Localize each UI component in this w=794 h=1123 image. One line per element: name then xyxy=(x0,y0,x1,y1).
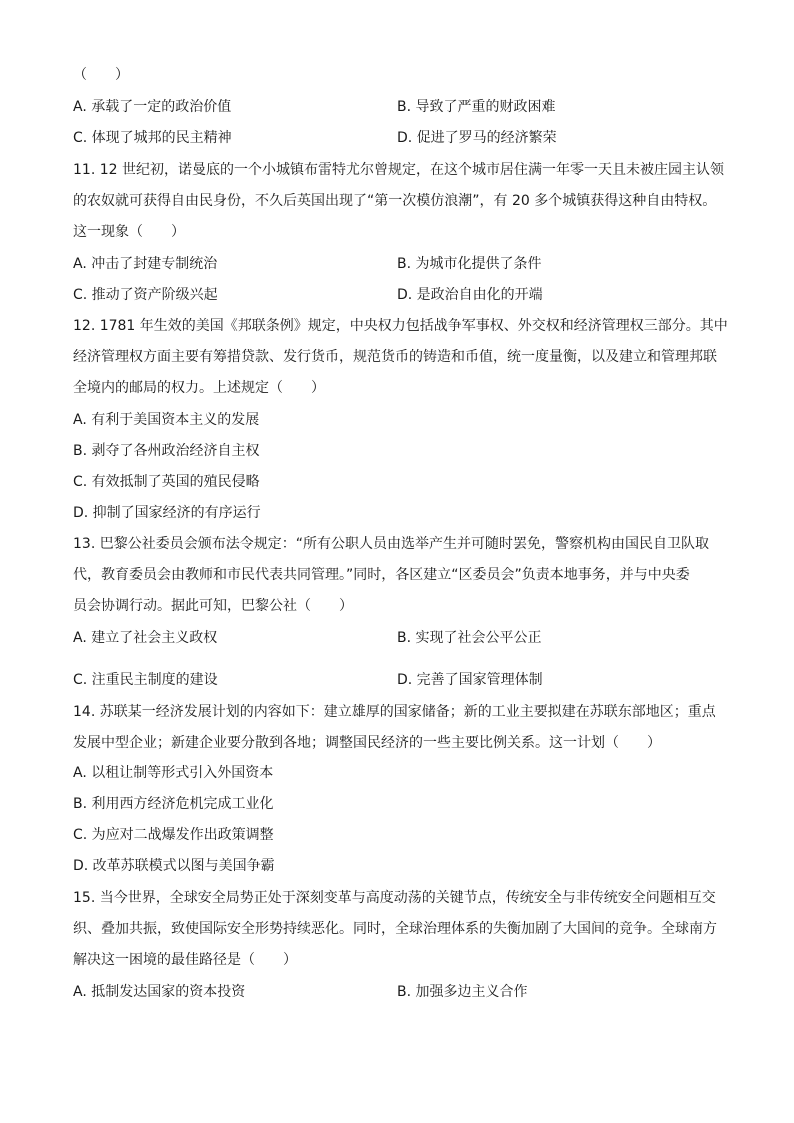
q10-option-b: B. 导致了严重的财政困难 xyxy=(397,99,556,115)
q10-option-a: A. 承载了一定的政治价值 xyxy=(73,99,232,115)
q12-option-a: A. 有利于美国资本主义的发展 xyxy=(73,412,260,428)
q12-option-d: D. 抑制了国家经济的有序运行 xyxy=(73,505,261,521)
q13-option-c: C. 注重民主制度的建设 xyxy=(73,672,218,688)
q15-option-b: B. 加强多边主义合作 xyxy=(397,984,528,1000)
q13-option-b: B. 实现了社会公平公正 xyxy=(397,630,542,646)
q12-option-c: C. 有效抵制了英国的殖民侵略 xyxy=(73,474,260,490)
q15-stem-line-1: 15. 当今世界，全球安全局势正处于深刻变革与高度动荡的关键节点，传统安全与非传统安全问题相互交 xyxy=(73,890,716,906)
q14-option-b: B. 利用西方经济危机完成工业化 xyxy=(73,796,274,812)
q11-stem-line-2: 的农奴就可获得自由民身份，不久后英国出现了“第一次模仿浪潮”，有 20 多个城镇获得这种自由特权。 xyxy=(73,193,717,209)
q14-option-a: A. 以租让制等形式引入外国资本 xyxy=(73,765,274,781)
q11-stem-line-1: 11. 12 世纪初，诺曼底的一个小城镇布雷特尤尔曾规定，在这个城市居住满一年零一天且未被庄园主认领 xyxy=(73,162,724,178)
q12-stem-line-3: 全境内的邮局的权力。上述规定（ ） xyxy=(73,380,325,396)
q10-option-d: D. 促进了罗马的经济繁荣 xyxy=(397,130,557,146)
q13-option-d: D. 完善了国家管理体制 xyxy=(397,672,543,688)
q12-option-b: B. 剥夺了各州政治经济自主权 xyxy=(73,443,260,459)
q11-option-d: D. 是政治自由化的开端 xyxy=(397,287,543,303)
q10-option-c: C. 体现了城邦的民主精神 xyxy=(73,130,232,146)
q13-stem-line-1: 13. 巴黎公社委员会颁布法令规定：“所有公职人员由选举产生并可随时罢免，警察机构由国民自卫队取 xyxy=(73,536,709,552)
q11-stem-line-3: 这一现象（ ） xyxy=(73,224,185,240)
q13-option-a: A. 建立了社会主义政权 xyxy=(73,630,218,646)
q12-stem-line-2: 经济管理权方面主要有筹措贷款、发行货币，规范货币的铸造和币值，统一度量衡，以及建立和管理邦联 xyxy=(73,349,717,365)
q15-option-a: A. 抵制发达国家的资本投资 xyxy=(73,984,246,1000)
q11-option-c: C. 推动了资产阶级兴起 xyxy=(73,287,218,303)
q13-stem-line-2: 代，教育委员会由教师和市民代表共同管理。”同时，各区建立“区委员会”负责本地事务，并与中央委 xyxy=(73,567,690,583)
q13-stem-line-3: 员会协调行动。据此可知，巴黎公社（ ） xyxy=(73,598,353,614)
q14-option-d: D. 改革苏联模式以图与美国争霸 xyxy=(73,858,275,874)
q14-option-c: C. 为应对二战爆发作出政策调整 xyxy=(73,827,274,843)
q14-stem-line-1: 14. 苏联某一经济发展计划的内容如下：建立雄厚的国家储备；新的工业主要拟建在苏联东部地区；重点 xyxy=(73,704,716,720)
q11-option-b: B. 为城市化提供了条件 xyxy=(397,256,542,272)
q11-option-a: A. 冲击了封建专制统治 xyxy=(73,256,218,272)
q15-stem-line-3: 解决这一困境的最佳路径是（ ） xyxy=(73,952,297,968)
q12-stem-line-1: 12. 1781 年生效的美国《邦联条例》规定，中央权力包括战争军事权、外交权和经济管理权三部分。其中 xyxy=(73,318,728,334)
q15-stem-line-2: 织、叠加共振，致使国际安全形势持续恶化。同时，全球治理体系的失衡加剧了大国间的竞争。全球南方 xyxy=(73,921,717,937)
q14-stem-line-2: 发展中型企业；新建企业要分散到各地；调整国民经济的一些主要比例关系。这一计划（ ） xyxy=(73,735,661,751)
answer-paren: （ ） xyxy=(73,67,129,83)
